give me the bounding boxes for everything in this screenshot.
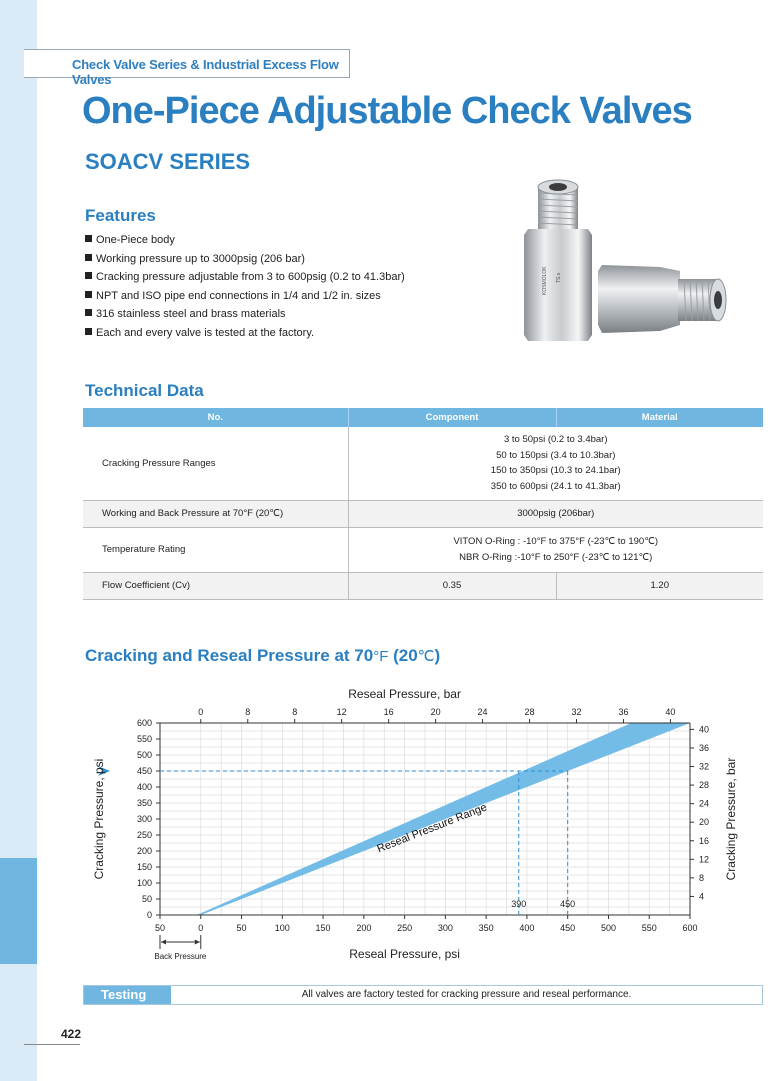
y-tick-label: 200 bbox=[136, 846, 152, 856]
row-label: Temperature Rating bbox=[83, 527, 348, 572]
y-tick-label: 0 bbox=[146, 910, 152, 920]
table-header-row bbox=[83, 408, 763, 427]
y-tick-label: 500 bbox=[136, 750, 152, 760]
x-tick-label: 100 bbox=[274, 923, 290, 933]
page-title: One-Piece Adjustable Check Valves bbox=[82, 90, 692, 132]
row-value: 1.20 bbox=[556, 572, 763, 599]
y-tick-label: 600 bbox=[136, 718, 152, 728]
x2-axis-ticks bbox=[198, 707, 675, 723]
y-tick-label: 150 bbox=[136, 862, 152, 872]
y2-tick-label: 40 bbox=[699, 724, 710, 735]
x2-tick-label: 20 bbox=[430, 707, 441, 717]
x-tick-label: 500 bbox=[600, 923, 616, 933]
y-tick-label: 350 bbox=[136, 798, 152, 808]
x2-tick-label: 24 bbox=[477, 707, 488, 717]
row-label: Flow Coefficient (Cv) bbox=[83, 572, 348, 599]
technical-data-heading: Technical Data bbox=[85, 381, 204, 400]
feature-item: Working pressure up to 3000psig (206 bar) bbox=[85, 250, 405, 269]
feature-item: NPT and ISO pipe end connections in 1/4 and 1/2 in. sizes bbox=[85, 287, 405, 306]
page-number: 422 bbox=[61, 1027, 82, 1041]
x-tick-label: 600 bbox=[682, 923, 698, 933]
check-valve-product-image bbox=[520, 175, 740, 365]
x2-tick-label: 36 bbox=[618, 707, 629, 717]
testing-label: Testing bbox=[84, 986, 171, 1004]
x-tick-label: 50 bbox=[154, 923, 166, 933]
y-tick-label: 100 bbox=[136, 878, 152, 888]
marker-low-label: 390 bbox=[511, 899, 527, 909]
y2-tick-label: 4 bbox=[699, 891, 705, 902]
x-tick-label: 300 bbox=[437, 923, 453, 933]
row-value: VITON O-Ring : -10°F to 375°F (-23℃ to 190℃) NBR O-Ring :-10°F to 250°F (-23℃ to 121℃) bbox=[348, 527, 763, 572]
x-tick-label: 400 bbox=[519, 923, 535, 933]
bullet-square-icon bbox=[85, 272, 92, 279]
y-tick-label: 450 bbox=[136, 766, 152, 776]
row-value: 0.35 bbox=[348, 572, 556, 599]
back-pressure-label: Back Pressure bbox=[154, 952, 207, 961]
column-header-material: Material bbox=[556, 408, 763, 427]
valve-lying bbox=[598, 265, 726, 333]
y2-axis-ticks bbox=[690, 724, 709, 901]
side-tab bbox=[0, 858, 37, 964]
x-tick-label: 50 bbox=[236, 923, 247, 933]
valve-marking-brand: KOSMOLOK bbox=[542, 266, 548, 295]
x-axis-ticks bbox=[155, 915, 698, 933]
x2-tick-label: 28 bbox=[524, 707, 535, 717]
table-row bbox=[83, 527, 763, 572]
pressure-chart bbox=[85, 682, 755, 972]
y2-tick-label: 36 bbox=[699, 742, 710, 753]
x2-axis-label: Reseal Pressure, bar bbox=[348, 687, 461, 701]
y-tick-label: 300 bbox=[136, 814, 152, 824]
table-row bbox=[83, 427, 763, 500]
series-label-box bbox=[24, 49, 350, 87]
y-tick-label: 400 bbox=[136, 782, 152, 792]
series-label: Check Valve Series & Industrial Excess Flow Valves bbox=[72, 57, 339, 87]
features-list bbox=[85, 231, 405, 343]
x2-tick-label: 12 bbox=[336, 707, 347, 717]
x-tick-label: 150 bbox=[315, 923, 331, 933]
x2-tick-label: 16 bbox=[383, 707, 394, 717]
x-tick-label: 350 bbox=[478, 923, 494, 933]
y-tick-label: 550 bbox=[136, 734, 152, 744]
row-value: 3000psig (206bar) bbox=[348, 500, 763, 527]
feature-item: 316 stainless steel and brass materials bbox=[85, 305, 405, 324]
y2-tick-label: 12 bbox=[699, 854, 710, 865]
column-header-component: Component bbox=[348, 408, 556, 427]
row-label: Cracking Pressure Ranges bbox=[83, 427, 348, 500]
valve-upright bbox=[524, 180, 592, 341]
features-heading: Features bbox=[85, 206, 156, 225]
table-row bbox=[83, 572, 763, 599]
valve-marking-code: TS.s bbox=[556, 272, 562, 283]
y2-tick-label: 24 bbox=[699, 798, 710, 809]
arrow-right-icon bbox=[195, 940, 200, 945]
y2-tick-label: 8 bbox=[699, 872, 705, 883]
y2-tick-label: 32 bbox=[699, 761, 710, 772]
band-label: Reseal Pressure Range bbox=[375, 801, 489, 856]
testing-text: All valves are factory tested for cracking pressure and reseal performance. bbox=[301, 989, 632, 1000]
bullet-square-icon bbox=[85, 235, 92, 242]
bullet-square-icon bbox=[85, 309, 92, 316]
x2-tick-label: 40 bbox=[665, 707, 676, 717]
x2-tick-label: 8 bbox=[292, 707, 298, 717]
bullet-square-icon bbox=[85, 254, 92, 261]
bullet-square-icon bbox=[85, 328, 92, 335]
y2-axis-label: Cracking Pressure, bar bbox=[724, 757, 738, 881]
x-tick-label: 0 bbox=[198, 923, 204, 933]
y-tick-label: 50 bbox=[141, 894, 152, 904]
table-row bbox=[83, 500, 763, 527]
bullet-square-icon bbox=[85, 291, 92, 298]
row-label: Working and Back Pressure at 70°F (20℃) bbox=[83, 500, 348, 527]
technical-data-table bbox=[83, 408, 763, 600]
feature-item: Cracking pressure adjustable from 3 to 600psig (0.2 to 41.3bar) bbox=[85, 268, 405, 287]
x-tick-label: 550 bbox=[641, 923, 657, 933]
y-axis-label: Cracking Pressure, psi bbox=[92, 758, 106, 880]
x2-tick-label: 0 bbox=[198, 707, 204, 717]
marker-high-label: 450 bbox=[560, 899, 576, 909]
y2-tick-label: 20 bbox=[699, 817, 710, 828]
x2-tick-label: 8 bbox=[245, 707, 251, 717]
page-number-rule bbox=[24, 1044, 80, 1045]
y-tick-label: 250 bbox=[136, 830, 152, 840]
page-subtitle: SOACV SERIES bbox=[85, 149, 251, 174]
testing-bar bbox=[83, 985, 763, 1005]
column-header-no: No. bbox=[83, 408, 348, 427]
y2-tick-label: 16 bbox=[699, 835, 710, 846]
feature-item: One-Piece body bbox=[85, 231, 405, 250]
y-axis-ticks bbox=[137, 718, 160, 920]
arrow-left-icon bbox=[161, 940, 166, 945]
row-value: 3 to 50psi (0.2 to 3.4bar) 50 to 150psi (3.4 to 10.3bar) 150 to 350psi (10.3 to 24.1bar) 350 to 600psi (24.1 to 41.3bar) bbox=[348, 427, 763, 500]
x-tick-label: 450 bbox=[560, 923, 576, 933]
x-tick-label: 200 bbox=[356, 923, 372, 933]
x-tick-label: 250 bbox=[397, 923, 413, 933]
feature-item: Each and every valve is tested at the factory. bbox=[85, 324, 405, 343]
y2-tick-label: 28 bbox=[699, 780, 710, 791]
x-axis-label: Reseal Pressure, psi bbox=[349, 947, 460, 961]
x2-tick-label: 32 bbox=[571, 707, 582, 717]
chart-heading: Cracking and Reseal Pressure at 70°F (20℃) bbox=[85, 646, 441, 665]
